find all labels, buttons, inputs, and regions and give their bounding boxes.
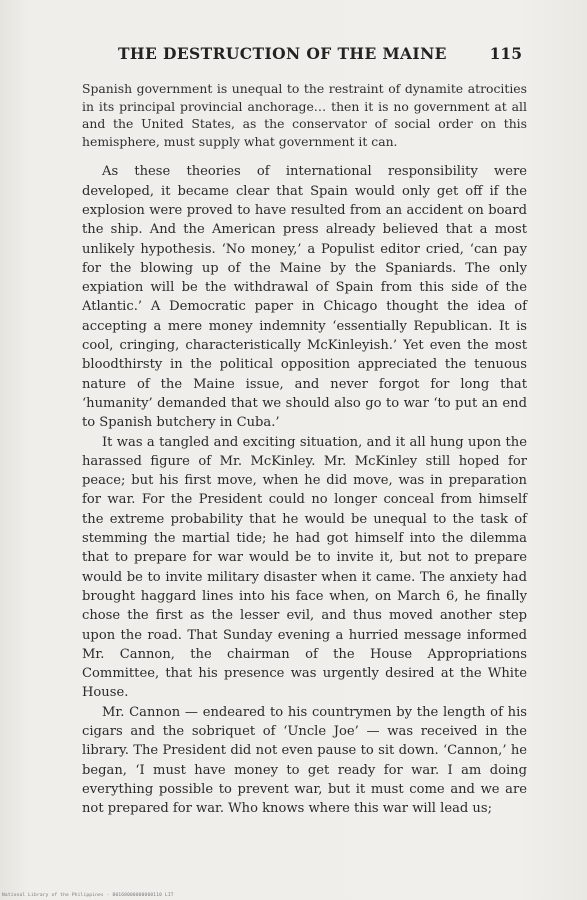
page-body — [82, 80, 527, 818]
block-quote: Spanish government is unequal to the restraint of dynamite atrocities in its principal provincial anchorage… then it is no government at all and the United States, as the conservator of social order on this hemisphere, must supply what government it can. — [82, 81, 527, 149]
paragraph-1: As these theories of international responsibility were developed, it became clear that Spain would only get off if the explosion were proved to have resulted from an accident on board the ship. And the American press already believed that a most unlikely hypothesis. ‘No money,’ a Populist editor cried, ‘can pay for the blowing up of the Maine by the Spaniards. The only expiation will be the withdrawal of Spain from this side of the Atlantic.’ A Democratic paper in Chicago thought the idea of accepting a mere money indemnity ‘essentially Republican. It is cool, cringing, characteristically McKinleyish.’ Yet even the most bloodthirsty in the political opposition appreciated the tenuous nature of the Maine issue, and never forgot for long that ‘humanity’ demanded that we should also go to war ‘to put an end to Spanish butchery in Cuba.’ — [82, 164, 527, 431]
page-header — [82, 44, 522, 66]
page-number: 115 — [489, 44, 522, 63]
paragraph-3: Mr. Cannon — endeared to his countrymen by the length of his cigars and the sobriquet of ‘Uncle Joe’ — was received in the library. The President did not even pause to sit down. ‘Cannon,’ he began, ‘I must have money to get ready for war. I am doing everything possible to prevent war, but it must come and we are not prepared for war. Who knows where this war will lead us; — [82, 704, 527, 817]
running-head: THE DESTRUCTION OF THE MAINE — [118, 44, 447, 63]
scan-watermark: National Library of the Philippines · B0168000000000110 LIT — [2, 893, 174, 898]
paragraph-2: It was a tangled and exciting situation, and it all hung upon the harassed figure of Mr. McKinley. Mr. McKinley still hoped for peace; but his first move, when he did move, was in preparation for war. For the President could no longer conceal from himself the extreme probability that he would be unequal to the task of stemming the martial tide; he had got himself into the dilemma that to prepare for war would be to invite it, but not to prepare would be to invite military disaster when it came. The anxiety had brought haggard lines into his face when, on March 6, he finally chose the first as the lesser evil, and thus moved another step upon the road. That Sunday evening a hurried message informed Mr. Cannon, the chairman of the House Appropriations Committee, that his presence was urgently desired at the White House. — [82, 434, 527, 701]
